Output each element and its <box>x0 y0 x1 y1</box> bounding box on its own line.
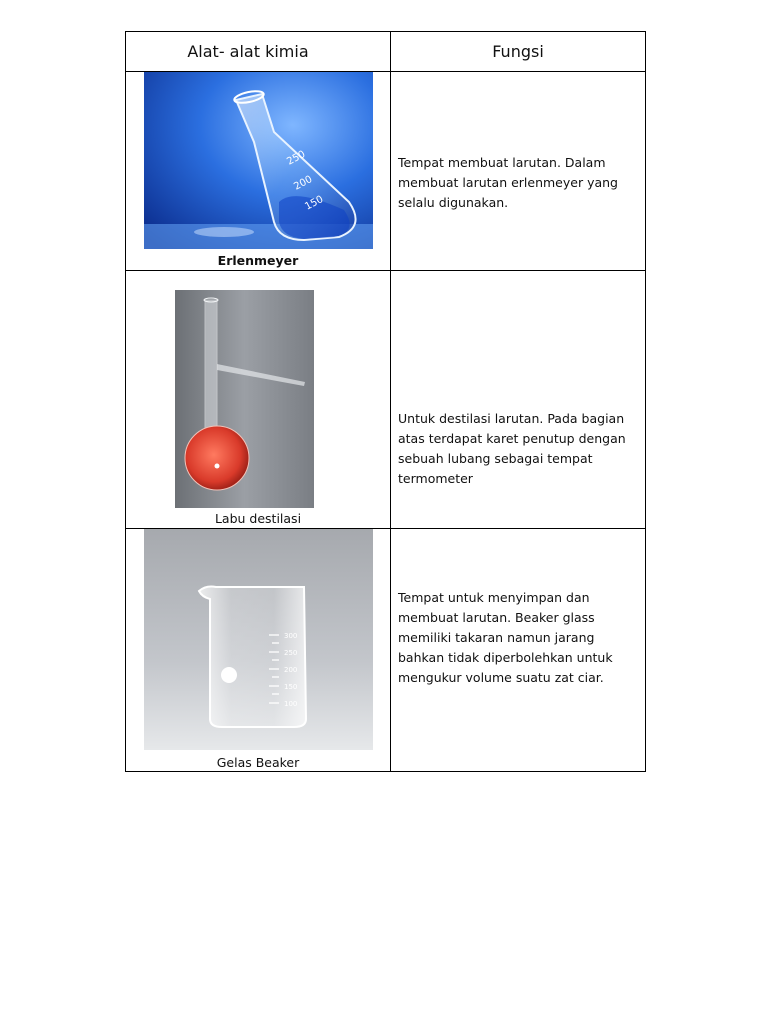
beaker-mark-150: 150 <box>284 683 298 691</box>
table-row <box>126 529 646 772</box>
tool-cell <box>126 271 391 529</box>
tool-name: Gelas Beaker <box>216 755 300 770</box>
erlenmeyer-mark-200: 200 <box>292 173 315 193</box>
erlenmeyer-image <box>144 72 373 249</box>
beaker-mark-200: 200 <box>284 666 298 674</box>
beaker-mark-250: 250 <box>284 649 298 657</box>
lab-tools-table <box>125 31 646 772</box>
tool-cell <box>126 72 391 271</box>
distillation-flask-image <box>175 290 314 508</box>
header-tools: Alat- alat kimia <box>126 32 391 72</box>
tool-name: Erlenmeyer <box>217 253 299 268</box>
function-cell <box>391 529 646 772</box>
function-text: Untuk destilasi larutan. Pada bagian atas terdapat karet penutup dengan sebuah lubang sebagai tempat termometer <box>398 411 626 486</box>
beaker-mark-100: 100 <box>284 700 298 708</box>
table-row <box>126 72 646 271</box>
function-text: Tempat membuat larutan. Dalam membuat larutan erlenmeyer yang selalu digunakan. <box>398 155 618 210</box>
erlenmeyer-mark-250: 250 <box>285 148 308 168</box>
erlenmeyer-mark-150: 150 <box>303 193 326 213</box>
function-cell <box>391 271 646 529</box>
table-header-row <box>126 32 646 72</box>
beaker-image <box>144 529 373 750</box>
function-cell <box>391 72 646 271</box>
header-function: Fungsi <box>391 32 646 72</box>
tool-name: Labu destilasi <box>214 511 302 526</box>
beaker-mark-300: 300 <box>284 632 298 640</box>
table-row <box>126 271 646 529</box>
function-text: Tempat untuk menyimpan dan membuat larutan. Beaker glass memiliki takaran namun jarang bahkan tidak diperbolehkan untuk mengukur volume suatu zat ciar. <box>398 590 613 685</box>
tool-cell <box>126 529 391 772</box>
